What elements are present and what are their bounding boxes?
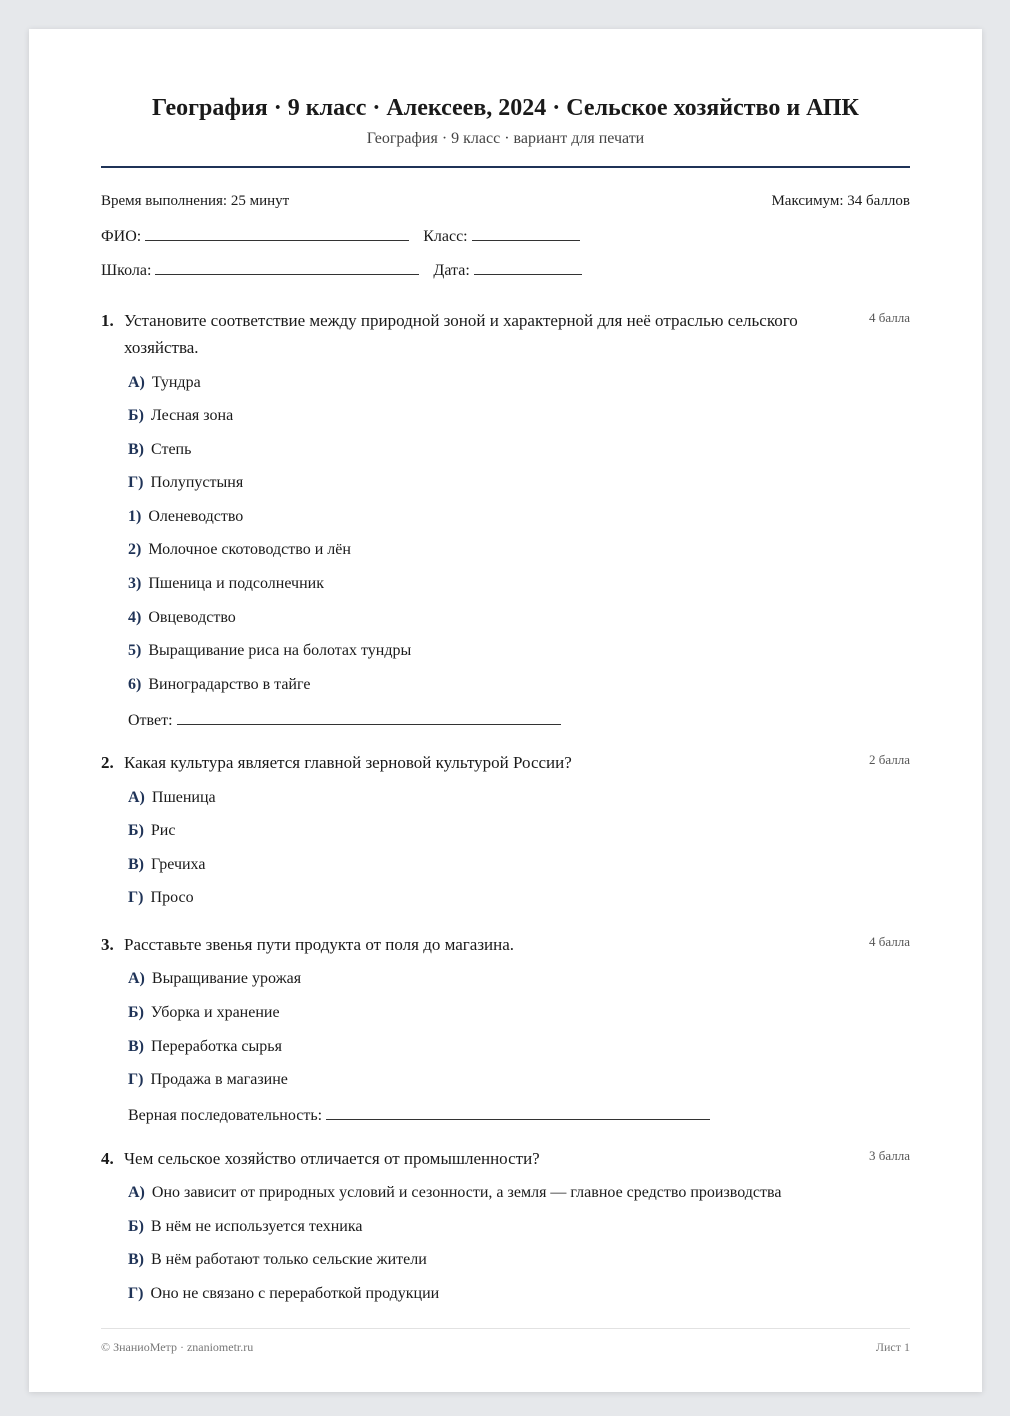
max-score: Максимум: 34 баллов bbox=[771, 193, 910, 209]
option[interactable] bbox=[128, 1251, 427, 1269]
question-text: Расставьте звенья пути продукта от поля до магазина. bbox=[124, 935, 515, 954]
option-text: Выращивание риса на болотах тундры bbox=[148, 642, 412, 659]
option-key: А) bbox=[128, 1184, 145, 1201]
question-points: 4 балла bbox=[869, 934, 910, 949]
option-key: 4) bbox=[128, 609, 142, 626]
option-key: Г) bbox=[128, 1285, 144, 1302]
worksheet-page bbox=[29, 29, 982, 1392]
option-text: Переработка сырья bbox=[151, 1038, 282, 1055]
option-key: Б) bbox=[128, 1004, 144, 1021]
option[interactable] bbox=[128, 575, 324, 593]
option-text: Выращивание урожая bbox=[151, 970, 302, 987]
option[interactable] bbox=[128, 609, 236, 627]
option-key: А) bbox=[128, 789, 145, 806]
option-key: Г) bbox=[128, 889, 144, 906]
question-number: 3. bbox=[101, 935, 114, 954]
option-text: Уборка и хранение bbox=[150, 1004, 280, 1021]
question-points: 4 балла bbox=[869, 310, 910, 325]
option[interactable] bbox=[128, 374, 201, 392]
option-key: В) bbox=[128, 856, 144, 873]
option[interactable] bbox=[128, 441, 191, 459]
answer-label: Верная последовательность: bbox=[128, 1107, 323, 1124]
fio-label: ФИО: bbox=[101, 228, 142, 245]
option-text: Тундра bbox=[151, 374, 201, 391]
option-text: В нём работают только сельские жители bbox=[151, 1251, 427, 1268]
option-key: 6) bbox=[128, 676, 142, 693]
option-key: 5) bbox=[128, 642, 142, 659]
option-text: Лесная зона bbox=[150, 407, 234, 424]
option-text: Оно не связано с переработкой продукции bbox=[150, 1285, 440, 1302]
option-key: Б) bbox=[128, 1218, 144, 1235]
question-points: 2 балла bbox=[869, 752, 910, 767]
date-line[interactable] bbox=[474, 260, 582, 275]
answer-row bbox=[128, 1105, 710, 1125]
option[interactable] bbox=[128, 1218, 363, 1236]
option-key: Г) bbox=[128, 1071, 144, 1088]
option[interactable] bbox=[128, 1071, 288, 1089]
option-text: Оленеводство bbox=[148, 508, 244, 525]
option[interactable] bbox=[128, 1285, 439, 1303]
answer-row bbox=[128, 710, 561, 730]
fio-line[interactable] bbox=[145, 226, 409, 241]
answer-line[interactable] bbox=[326, 1105, 710, 1120]
option-key: 2) bbox=[128, 541, 142, 558]
page-title: География · 9 класс · Алексеев, 2024 · Сельское хозяйство и АПК bbox=[152, 95, 859, 121]
option-text: Пшеница и подсолнечник bbox=[148, 575, 324, 592]
option-text: В нём не используется техника bbox=[150, 1218, 363, 1235]
option-key: Б) bbox=[128, 407, 144, 424]
class-label: Класс: bbox=[423, 228, 468, 245]
option[interactable] bbox=[128, 676, 310, 694]
option-text: Рис bbox=[150, 822, 176, 839]
option-text: Полупустыня bbox=[150, 474, 244, 491]
option-key: Г) bbox=[128, 474, 144, 491]
class-line[interactable] bbox=[472, 226, 580, 241]
option-text: Просо bbox=[150, 889, 194, 906]
question-text: Какая культура является главной зерновой культурой России? bbox=[124, 753, 572, 772]
footer-divider bbox=[101, 1328, 910, 1329]
option-text: Виноградарство в тайге bbox=[148, 676, 311, 693]
option[interactable] bbox=[128, 642, 411, 660]
question-text: Чем сельское хозяйство отличается от промышленности? bbox=[124, 1149, 540, 1168]
option[interactable] bbox=[128, 1038, 282, 1056]
option-key: В) bbox=[128, 441, 144, 458]
option-key: Б) bbox=[128, 822, 144, 839]
question-number: 1. bbox=[101, 311, 114, 330]
option[interactable] bbox=[128, 508, 243, 526]
question-number: 4. bbox=[101, 1149, 114, 1168]
time-limit: Время выполнения: 25 минут bbox=[101, 193, 290, 209]
date-label: Дата: bbox=[433, 262, 470, 279]
option[interactable] bbox=[128, 970, 301, 988]
page-number: Лист 1 bbox=[875, 1340, 910, 1354]
option-key: 1) bbox=[128, 508, 142, 525]
option[interactable] bbox=[128, 889, 194, 907]
footer-copyright: © ЗнаниоМетр · znaniometr.ru bbox=[101, 1340, 254, 1354]
option-key: А) bbox=[128, 970, 145, 987]
header-divider bbox=[101, 166, 910, 168]
option[interactable] bbox=[128, 856, 205, 874]
option-text: Гречиха bbox=[151, 856, 206, 873]
option[interactable] bbox=[128, 822, 175, 840]
school-label: Школа: bbox=[101, 262, 152, 279]
option[interactable] bbox=[128, 474, 243, 492]
option-text: Пшеница bbox=[151, 789, 216, 806]
option[interactable] bbox=[128, 1184, 781, 1202]
answer-line[interactable] bbox=[177, 710, 561, 725]
option[interactable] bbox=[128, 789, 216, 807]
option-text: Молочное скотоводство и лён bbox=[148, 541, 351, 558]
name-class-row bbox=[101, 226, 580, 246]
option-text: Продажа в магазине bbox=[150, 1071, 288, 1088]
option-key: А) bbox=[128, 374, 145, 391]
option[interactable] bbox=[128, 1004, 280, 1022]
option[interactable] bbox=[128, 541, 351, 559]
option-text: Овцеводство bbox=[148, 609, 236, 626]
option-key: В) bbox=[128, 1038, 144, 1055]
question-text: Установите соответствие между природной зоной и характерной для неё отраслью сельского хозяйства. bbox=[124, 311, 798, 357]
option-text: Степь bbox=[151, 441, 192, 458]
option[interactable] bbox=[128, 407, 233, 425]
school-date-row bbox=[101, 260, 582, 280]
question-number: 2. bbox=[101, 753, 114, 772]
option-key: 3) bbox=[128, 575, 142, 592]
question-points: 3 балла bbox=[869, 1148, 910, 1163]
option-key: В) bbox=[128, 1251, 144, 1268]
page-subtitle: География · 9 класс · вариант для печати bbox=[366, 130, 645, 147]
option-text: Оно зависит от природных условий и сезонности, а земля — главное средство производства bbox=[151, 1184, 782, 1201]
school-line[interactable] bbox=[155, 260, 419, 275]
answer-label: Ответ: bbox=[128, 712, 173, 729]
